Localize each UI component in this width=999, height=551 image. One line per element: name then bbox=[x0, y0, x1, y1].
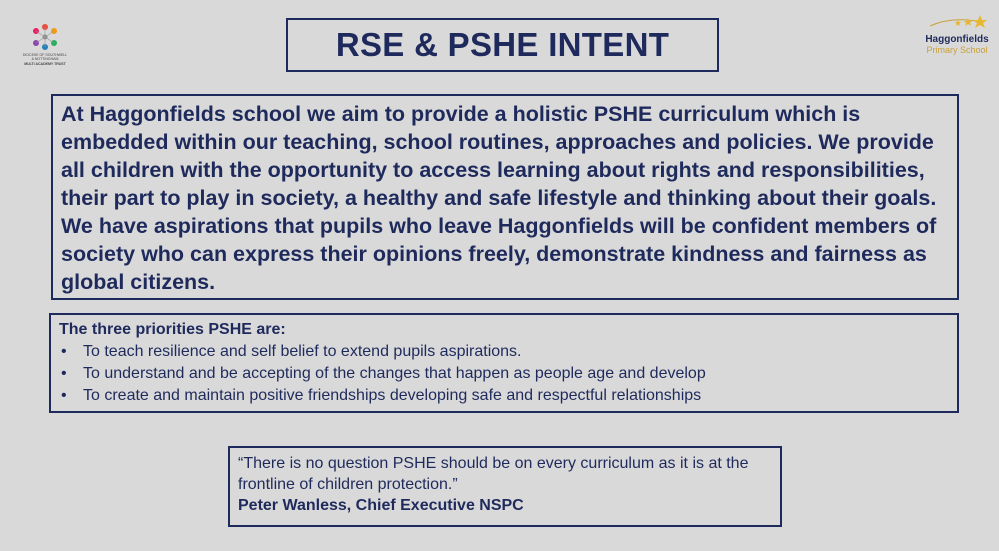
priorities-list bbox=[59, 341, 949, 407]
intent-box bbox=[51, 94, 959, 300]
priority-text: To create and maintain positive friendships developing safe and respectful relationships bbox=[83, 387, 702, 404]
bullet-icon: • bbox=[61, 343, 67, 360]
school-subtitle: Primary School bbox=[926, 45, 988, 55]
quote-author: Peter Wanless, Chief Executive NSPC bbox=[238, 497, 524, 514]
trust-logo bbox=[14, 22, 76, 70]
page-title: RSE & PSHE INTENT bbox=[335, 26, 670, 63]
trust-line-3: MULTI ACADEMY TRUST bbox=[24, 62, 66, 66]
school-logo bbox=[922, 14, 992, 66]
bullet-icon: • bbox=[61, 365, 67, 382]
stars-icon bbox=[922, 14, 992, 32]
bullet-icon: • bbox=[61, 387, 67, 404]
list-item bbox=[59, 341, 949, 363]
multi-academy-trust-icon bbox=[14, 22, 76, 52]
quote-text: “There is no question PSHE should be on every curriculum as it is at the frontline of children protection.” bbox=[238, 455, 749, 493]
title-box bbox=[286, 18, 719, 72]
priority-text: To teach resilience and self belief to extend pupils aspirations. bbox=[83, 343, 522, 360]
trust-line-2: & NOTTINGHAM bbox=[31, 57, 59, 61]
priority-text: To understand and be accepting of the changes that happen as people age and develop bbox=[83, 365, 706, 382]
priorities-heading: The three priorities PSHE are: bbox=[59, 321, 286, 338]
priorities-box bbox=[49, 313, 959, 413]
list-item bbox=[59, 363, 949, 385]
school-name: Haggonfields bbox=[925, 34, 989, 45]
list-item bbox=[59, 385, 949, 407]
trust-line-1: DIOCESE OF SOUTHWELL bbox=[22, 53, 68, 57]
intent-text: At Haggonfields school we aim to provide a holistic PSHE curriculum which is embedded within our teaching, school routines, approaches and policies. We provide all children with the opportunity to access learning about rights and responsibilities, their part to play in society, a healthy and safe lifestyle and thinking about their goals. We have aspirations that pupils who leave Haggonfields will be confident members of society who can express their opinions freely, demonstrate kindness and fairness as global citizens. bbox=[61, 102, 937, 294]
quote-box bbox=[228, 446, 782, 527]
